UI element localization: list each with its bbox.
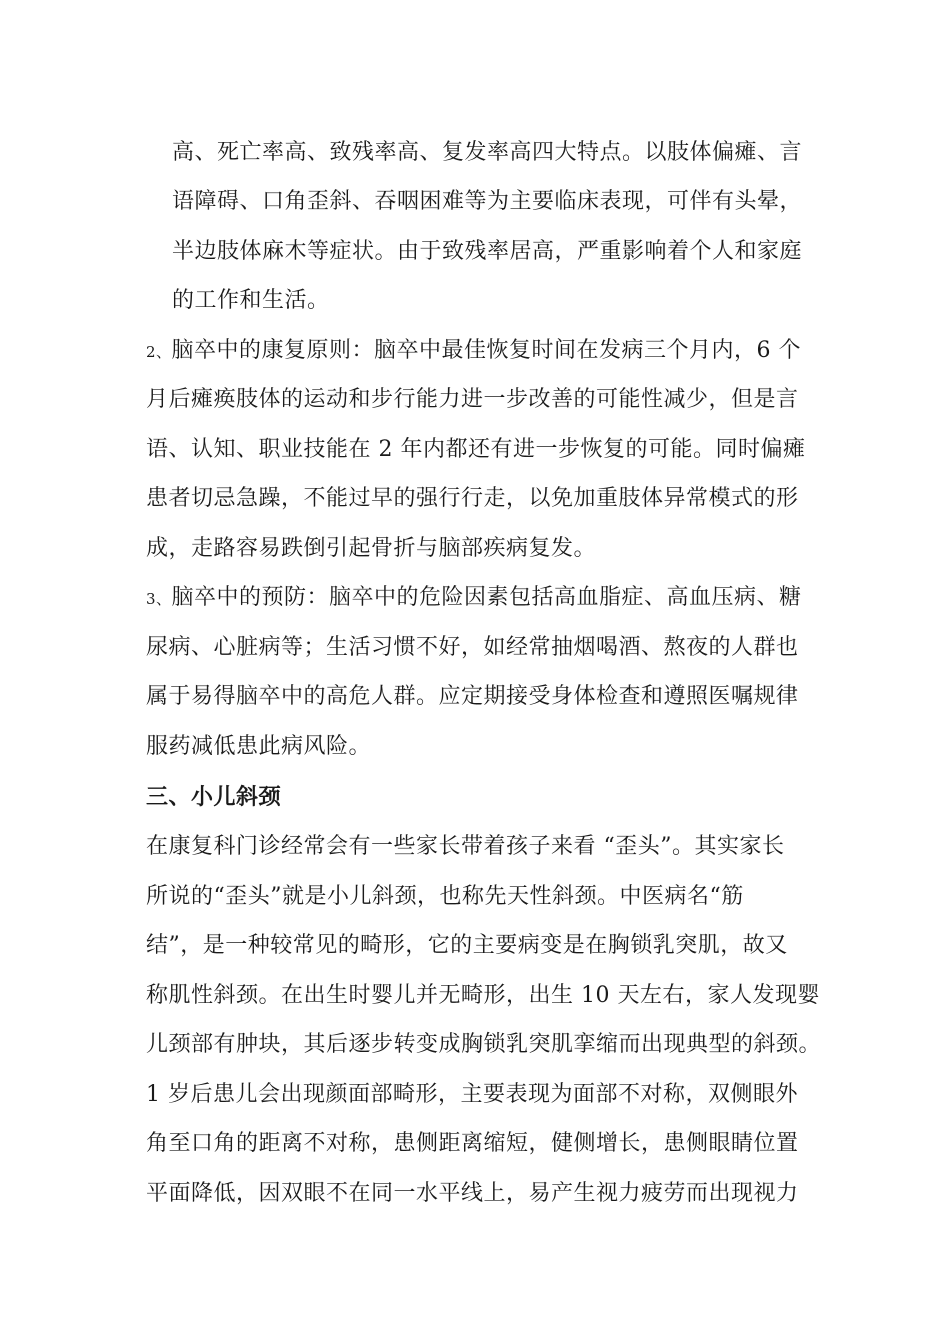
- paragraph-line: 所说的“歪头”就是小儿斜颈，也称先天性斜颈。中医病名“筋: [146, 884, 744, 909]
- paragraph-line: 月后瘫痪肢体的运动和步行能力进一步改善的可能性减少，但是言: [146, 387, 799, 412]
- list-item-text: 脑卒中的预防：脑卒中的危险因素包括高血脂症、高血压病、糖: [171, 585, 802, 610]
- list-item-text: 脑卒中的康复原则：脑卒中最佳恢复时间在发病三个月内，6 个: [171, 338, 802, 363]
- paragraph-line: 尿病、心脏病等；生活习惯不好，如经常抽烟喝酒、熬夜的人群也: [146, 635, 799, 660]
- paragraph-line: 平面降低，因双眼不在同一水平线上，易产生视力疲劳而出现视力: [146, 1181, 799, 1206]
- paragraph-line: 服药减低患此病风险。: [146, 734, 372, 759]
- paragraph-line: 1 岁后患儿会出现颜面部畸形，主要表现为面部不对称，双侧眼外: [146, 1082, 798, 1107]
- list-item-number: 3、: [146, 590, 172, 608]
- list-item-3-first-line: [146, 583, 802, 614]
- paragraph-line: 患者切忌急躁，不能过早的强行行走，以免加重肢体异常模式的形: [146, 486, 799, 511]
- paragraph-line: 称肌性斜颈。在出生时婴儿并无畸形，出生 10 天左右，家人发现婴: [146, 983, 820, 1008]
- list-item-2-first-line: [146, 336, 801, 367]
- section-heading: 三、小儿斜颈: [146, 785, 282, 810]
- paragraph-line: 半边肢体麻木等症状。由于致残率居高，严重影响着个人和家庭: [172, 239, 803, 264]
- paragraph-line: 属于易得脑卒中的高危人群。应定期接受身体检查和遵照医嘱规律: [146, 684, 799, 709]
- paragraph-line: 结”，是一种较常见的畸形，它的主要病变是在胸锁乳突肌，故又: [146, 933, 788, 958]
- paragraph-line: 成，走路容易跌倒引起骨折与脑部疾病复发。: [146, 536, 597, 561]
- paragraph-line: 高、死亡率高、致残率高、复发率高四大特点。以肢体偏瘫、言: [172, 140, 803, 165]
- paragraph-line: 的工作和生活。: [172, 288, 330, 313]
- paragraph-line: 语障碍、口角歪斜、吞咽困难等为主要临床表现，可伴有头晕，: [172, 189, 803, 214]
- list-item-number: 2、: [146, 343, 172, 361]
- paragraph-line: 在康复科门诊经常会有一些家长带着孩子来看 “歪头”。其实家长: [146, 834, 785, 859]
- paragraph-line: 语、认知、职业技能在 2 年内都还有进一步恢复的可能。同时偏瘫: [146, 437, 806, 462]
- paragraph-line: 角至口角的距离不对称，患侧距离缩短，健侧增长，患侧眼睛位置: [146, 1131, 799, 1156]
- paragraph-line: 儿颈部有肿块，其后逐步转变成胸锁乳突肌挛缩而出现典型的斜颈。: [146, 1032, 822, 1057]
